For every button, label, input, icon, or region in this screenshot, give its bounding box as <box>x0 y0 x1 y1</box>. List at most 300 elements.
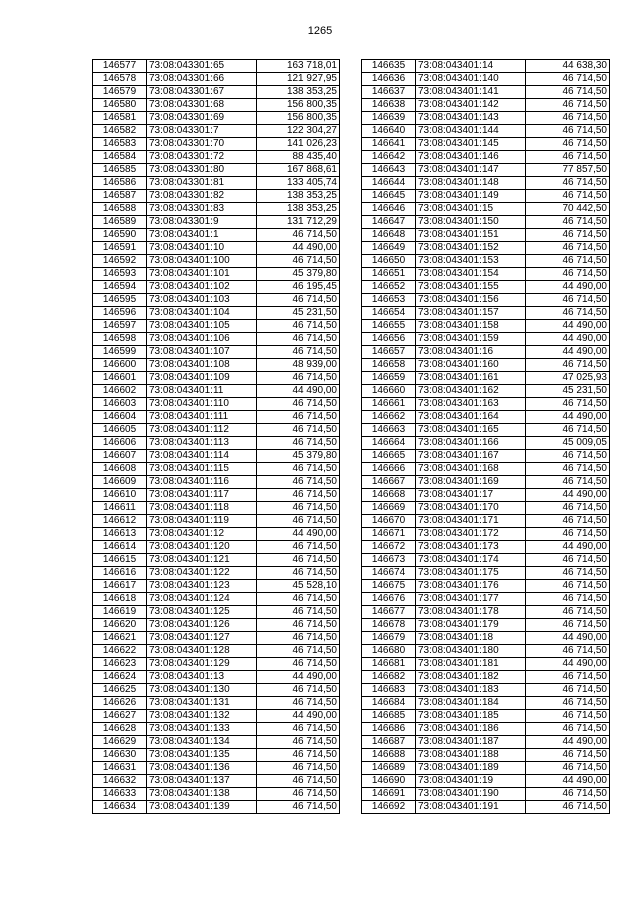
value-cell: 46 714,50 <box>257 255 340 268</box>
value-cell: 46 714,50 <box>257 801 340 814</box>
value-cell: 46 714,50 <box>257 554 340 567</box>
value-cell: 47 025,93 <box>526 372 610 385</box>
record-number-cell: 146614 <box>93 541 147 554</box>
record-number-cell: 146598 <box>93 333 147 346</box>
value-cell: 141 026,23 <box>257 138 340 151</box>
cadastral-number-cell: 73:08:043401:160 <box>416 359 526 372</box>
value-cell: 46 714,50 <box>526 723 610 736</box>
value-cell: 46 714,50 <box>526 801 610 814</box>
record-number-cell: 146584 <box>93 151 147 164</box>
record-number-cell: 146626 <box>93 697 147 710</box>
table-row <box>362 619 610 632</box>
value-cell: 46 714,50 <box>257 788 340 801</box>
record-number-cell: 146676 <box>362 593 416 606</box>
record-number-cell: 146666 <box>362 463 416 476</box>
table-row <box>93 151 340 164</box>
record-number-cell: 146595 <box>93 294 147 307</box>
cadastral-number-cell: 73:08:043401:182 <box>416 671 526 684</box>
value-cell: 46 714,50 <box>257 736 340 749</box>
page-number: 1265 <box>307 25 333 37</box>
table-row <box>362 580 610 593</box>
cadastral-number-cell: 73:08:043401:148 <box>416 177 526 190</box>
value-cell: 131 712,29 <box>257 216 340 229</box>
table-row <box>93 476 340 489</box>
cadastral-number-cell: 73:08:043401:184 <box>416 697 526 710</box>
table-row <box>93 320 340 333</box>
value-cell: 46 714,50 <box>257 684 340 697</box>
cadastral-number-cell: 73:08:043401:115 <box>147 463 257 476</box>
cadastral-number-cell: 73:08:043301:70 <box>147 138 257 151</box>
value-cell: 156 800,35 <box>257 112 340 125</box>
record-number-cell: 146685 <box>362 710 416 723</box>
table-row <box>362 710 610 723</box>
table-row <box>362 346 610 359</box>
cadastral-number-cell: 73:08:043401:188 <box>416 749 526 762</box>
value-cell: 46 714,50 <box>526 112 610 125</box>
cadastral-number-cell: 73:08:043401:137 <box>147 775 257 788</box>
cadastral-number-cell: 73:08:043401:16 <box>416 346 526 359</box>
record-number-cell: 146671 <box>362 528 416 541</box>
table-row <box>362 749 610 762</box>
value-cell: 46 714,50 <box>257 723 340 736</box>
table-row <box>362 203 610 216</box>
table-row <box>362 541 610 554</box>
cadastral-number-cell: 73:08:043401:124 <box>147 593 257 606</box>
value-cell: 46 714,50 <box>257 398 340 411</box>
table-row <box>362 138 610 151</box>
table-row <box>362 762 610 775</box>
record-number-cell: 146578 <box>93 73 147 86</box>
value-cell: 46 714,50 <box>257 463 340 476</box>
record-number-cell: 146635 <box>362 60 416 73</box>
record-number-cell: 146597 <box>93 320 147 333</box>
value-cell: 163 718,01 <box>257 60 340 73</box>
cadastral-number-cell: 73:08:043401:132 <box>147 710 257 723</box>
value-cell: 45 379,80 <box>257 268 340 281</box>
record-number-cell: 146661 <box>362 398 416 411</box>
record-number-cell: 146654 <box>362 307 416 320</box>
table-row <box>362 216 610 229</box>
table-row <box>93 99 340 112</box>
record-number-cell: 146688 <box>362 749 416 762</box>
table-row <box>93 658 340 671</box>
cadastral-number-cell: 73:08:043401:112 <box>147 424 257 437</box>
value-cell: 46 714,50 <box>526 606 610 619</box>
record-number-cell: 146645 <box>362 190 416 203</box>
table-row <box>93 60 340 73</box>
table-row <box>362 177 610 190</box>
record-number-cell: 146583 <box>93 138 147 151</box>
table-row <box>362 112 610 125</box>
table-row <box>362 268 610 281</box>
value-cell: 46 714,50 <box>257 294 340 307</box>
table-row <box>362 606 610 619</box>
value-cell: 46 195,45 <box>257 281 340 294</box>
table-row <box>93 112 340 125</box>
table-row <box>93 229 340 242</box>
cadastral-number-cell: 73:08:043301:7 <box>147 125 257 138</box>
record-number-cell: 146580 <box>93 99 147 112</box>
table-row <box>93 450 340 463</box>
cadastral-number-cell: 73:08:043401:129 <box>147 658 257 671</box>
value-cell: 46 714,50 <box>526 99 610 112</box>
cadastral-number-cell: 73:08:043401:153 <box>416 255 526 268</box>
cadastral-number-cell: 73:08:043401:104 <box>147 307 257 320</box>
value-cell: 46 714,50 <box>257 632 340 645</box>
record-number-cell: 146673 <box>362 554 416 567</box>
value-cell: 46 714,50 <box>526 190 610 203</box>
record-number-cell: 146592 <box>93 255 147 268</box>
value-cell: 46 714,50 <box>526 294 610 307</box>
record-number-cell: 146627 <box>93 710 147 723</box>
record-number-cell: 146615 <box>93 554 147 567</box>
table-row <box>93 593 340 606</box>
value-cell: 46 714,50 <box>526 424 610 437</box>
table-row <box>93 801 340 814</box>
cadastral-number-cell: 73:08:043401:100 <box>147 255 257 268</box>
cadastral-number-cell: 73:08:043401:136 <box>147 762 257 775</box>
record-number-cell: 146609 <box>93 476 147 489</box>
value-cell: 167 868,61 <box>257 164 340 177</box>
table-row <box>362 281 610 294</box>
value-cell: 46 714,50 <box>257 437 340 450</box>
cadastral-number-cell: 73:08:043401:190 <box>416 788 526 801</box>
cadastral-number-cell: 73:08:043401:138 <box>147 788 257 801</box>
cadastral-number-cell: 73:08:043401:110 <box>147 398 257 411</box>
record-number-cell: 146653 <box>362 294 416 307</box>
table-row <box>362 476 610 489</box>
value-cell: 46 714,50 <box>526 502 610 515</box>
cadastral-number-cell: 73:08:043401:147 <box>416 164 526 177</box>
value-cell: 46 714,50 <box>257 645 340 658</box>
cadastral-number-cell: 73:08:043401:122 <box>147 567 257 580</box>
record-number-cell: 146639 <box>362 112 416 125</box>
table-row <box>362 151 610 164</box>
cadastral-number-cell: 73:08:043401:179 <box>416 619 526 632</box>
cadastral-number-cell: 73:08:043301:67 <box>147 86 257 99</box>
value-cell: 46 714,50 <box>257 502 340 515</box>
cadastral-number-cell: 73:08:043401:13 <box>147 671 257 684</box>
cadastral-number-cell: 73:08:043401:103 <box>147 294 257 307</box>
value-cell: 45 231,50 <box>526 385 610 398</box>
table-row <box>362 229 610 242</box>
cadastral-number-cell: 73:08:043401:177 <box>416 593 526 606</box>
record-number-cell: 146632 <box>93 775 147 788</box>
record-number-cell: 146599 <box>93 346 147 359</box>
value-cell: 138 353,25 <box>257 203 340 216</box>
cadastral-number-cell: 73:08:043401:144 <box>416 125 526 138</box>
record-number-cell: 146662 <box>362 411 416 424</box>
table-row <box>93 762 340 775</box>
cadastral-number-cell: 73:08:043401:166 <box>416 437 526 450</box>
table-row <box>93 424 340 437</box>
table-row <box>93 554 340 567</box>
value-cell: 46 714,50 <box>526 463 610 476</box>
record-number-cell: 146636 <box>362 73 416 86</box>
table-row <box>362 567 610 580</box>
value-cell: 45 009,05 <box>526 437 610 450</box>
value-cell: 44 490,00 <box>526 632 610 645</box>
value-cell: 46 714,50 <box>526 476 610 489</box>
record-number-cell: 146608 <box>93 463 147 476</box>
table-row <box>362 736 610 749</box>
table-row <box>93 164 340 177</box>
cadastral-number-cell: 73:08:043401:168 <box>416 463 526 476</box>
record-number-cell: 146665 <box>362 450 416 463</box>
value-cell: 133 405,74 <box>257 177 340 190</box>
cadastral-number-cell: 73:08:043401:118 <box>147 502 257 515</box>
table-row <box>93 723 340 736</box>
table-row <box>93 645 340 658</box>
record-number-cell: 146657 <box>362 346 416 359</box>
value-cell: 44 490,00 <box>526 489 610 502</box>
value-cell: 44 638,30 <box>526 60 610 73</box>
record-number-cell: 146658 <box>362 359 416 372</box>
cadastral-number-cell: 73:08:043401:111 <box>147 411 257 424</box>
cadastral-number-cell: 73:08:043401:131 <box>147 697 257 710</box>
record-number-cell: 146603 <box>93 398 147 411</box>
cadastral-number-cell: 73:08:043401:178 <box>416 606 526 619</box>
cadastral-number-cell: 73:08:043401:181 <box>416 658 526 671</box>
cadastral-number-cell: 73:08:043401:149 <box>416 190 526 203</box>
cadastral-number-cell: 73:08:043401:172 <box>416 528 526 541</box>
cadastral-number-cell: 73:08:043401:170 <box>416 502 526 515</box>
record-number-cell: 146630 <box>93 749 147 762</box>
cadastral-number-cell: 73:08:043301:69 <box>147 112 257 125</box>
record-number-cell: 146621 <box>93 632 147 645</box>
value-cell: 46 714,50 <box>257 489 340 502</box>
table-row <box>93 632 340 645</box>
value-cell: 46 714,50 <box>526 567 610 580</box>
cadastral-number-cell: 73:08:043301:81 <box>147 177 257 190</box>
table-row <box>93 333 340 346</box>
table-row <box>362 515 610 528</box>
value-cell: 46 714,50 <box>257 515 340 528</box>
cadastral-number-cell: 73:08:043401:150 <box>416 216 526 229</box>
value-cell: 77 857,50 <box>526 164 610 177</box>
table-row <box>93 125 340 138</box>
table-row <box>93 307 340 320</box>
record-number-cell: 146669 <box>362 502 416 515</box>
table-row <box>93 437 340 450</box>
table-row <box>362 801 610 814</box>
record-number-cell: 146640 <box>362 125 416 138</box>
table-row <box>93 710 340 723</box>
cadastral-number-cell: 73:08:043401:14 <box>416 60 526 73</box>
value-cell: 46 714,50 <box>526 554 610 567</box>
cadastral-number-cell: 73:08:043401:176 <box>416 580 526 593</box>
cadastral-number-cell: 73:08:043401:139 <box>147 801 257 814</box>
value-cell: 46 714,50 <box>257 372 340 385</box>
record-number-cell: 146582 <box>93 125 147 138</box>
value-cell: 46 714,50 <box>526 177 610 190</box>
right-register-body <box>362 60 610 814</box>
table-row <box>93 203 340 216</box>
value-cell: 46 714,50 <box>526 138 610 151</box>
record-number-cell: 146650 <box>362 255 416 268</box>
table-row <box>93 528 340 541</box>
value-cell: 46 714,50 <box>257 541 340 554</box>
table-row <box>93 736 340 749</box>
record-number-cell: 146611 <box>93 502 147 515</box>
table-row <box>362 632 610 645</box>
cadastral-number-cell: 73:08:043401:165 <box>416 424 526 437</box>
value-cell: 44 490,00 <box>526 320 610 333</box>
cadastral-number-cell: 73:08:043401:114 <box>147 450 257 463</box>
record-number-cell: 146629 <box>93 736 147 749</box>
record-number-cell: 146692 <box>362 801 416 814</box>
record-number-cell: 146602 <box>93 385 147 398</box>
value-cell: 46 714,50 <box>257 606 340 619</box>
record-number-cell: 146641 <box>362 138 416 151</box>
table-row <box>362 463 610 476</box>
cadastral-number-cell: 73:08:043401:120 <box>147 541 257 554</box>
table-row <box>362 294 610 307</box>
table-row <box>362 775 610 788</box>
record-number-cell: 146601 <box>93 372 147 385</box>
cadastral-number-cell: 73:08:043401:186 <box>416 723 526 736</box>
value-cell: 44 490,00 <box>526 346 610 359</box>
value-cell: 48 939,00 <box>257 359 340 372</box>
record-number-cell: 146604 <box>93 411 147 424</box>
cadastral-number-cell: 73:08:043401:125 <box>147 606 257 619</box>
value-cell: 44 490,00 <box>526 658 610 671</box>
record-number-cell: 146655 <box>362 320 416 333</box>
value-cell: 46 714,50 <box>526 73 610 86</box>
record-number-cell: 146686 <box>362 723 416 736</box>
record-number-cell: 146690 <box>362 775 416 788</box>
table-row <box>362 437 610 450</box>
table-row <box>93 346 340 359</box>
value-cell: 46 714,50 <box>526 528 610 541</box>
record-number-cell: 146668 <box>362 489 416 502</box>
cadastral-number-cell: 73:08:043401:134 <box>147 736 257 749</box>
cadastral-number-cell: 73:08:043401:130 <box>147 684 257 697</box>
cadastral-number-cell: 73:08:043401:141 <box>416 86 526 99</box>
table-row <box>93 411 340 424</box>
record-number-cell: 146631 <box>93 762 147 775</box>
cadastral-number-cell: 73:08:043401:157 <box>416 307 526 320</box>
cadastral-number-cell: 73:08:043401:169 <box>416 476 526 489</box>
cadastral-number-cell: 73:08:043401:162 <box>416 385 526 398</box>
cadastral-number-cell: 73:08:043401:189 <box>416 762 526 775</box>
record-number-cell: 146612 <box>93 515 147 528</box>
record-number-cell: 146677 <box>362 606 416 619</box>
record-number-cell: 146672 <box>362 541 416 554</box>
table-row <box>362 723 610 736</box>
cadastral-number-cell: 73:08:043301:66 <box>147 73 257 86</box>
value-cell: 44 490,00 <box>526 281 610 294</box>
record-number-cell: 146667 <box>362 476 416 489</box>
value-cell: 46 714,50 <box>526 450 610 463</box>
record-number-cell: 146600 <box>93 359 147 372</box>
record-number-cell: 146587 <box>93 190 147 203</box>
cadastral-number-cell: 73:08:043401:163 <box>416 398 526 411</box>
record-number-cell: 146680 <box>362 645 416 658</box>
table-row <box>362 307 610 320</box>
cadastral-number-cell: 73:08:043401:164 <box>416 411 526 424</box>
record-number-cell: 146622 <box>93 645 147 658</box>
value-cell: 44 490,00 <box>257 242 340 255</box>
table-row <box>93 242 340 255</box>
table-row <box>362 333 610 346</box>
table-row <box>362 99 610 112</box>
value-cell: 46 714,50 <box>257 658 340 671</box>
cadastral-number-cell: 73:08:043401:140 <box>416 73 526 86</box>
table-row <box>93 619 340 632</box>
record-number-cell: 146628 <box>93 723 147 736</box>
cadastral-number-cell: 73:08:043401:128 <box>147 645 257 658</box>
cadastral-number-cell: 73:08:043401:154 <box>416 268 526 281</box>
value-cell: 46 714,50 <box>257 333 340 346</box>
cadastral-number-cell: 73:08:043401:106 <box>147 333 257 346</box>
value-cell: 46 714,50 <box>526 684 610 697</box>
table-row <box>93 463 340 476</box>
value-cell: 44 490,00 <box>526 736 610 749</box>
table-row <box>93 398 340 411</box>
cadastral-number-cell: 73:08:043401:158 <box>416 320 526 333</box>
table-row <box>93 567 340 580</box>
table-row <box>362 385 610 398</box>
cadastral-number-cell: 73:08:043401:167 <box>416 450 526 463</box>
table-row <box>93 281 340 294</box>
record-number-cell: 146624 <box>93 671 147 684</box>
table-row <box>362 489 610 502</box>
cadastral-number-cell: 73:08:043401:187 <box>416 736 526 749</box>
value-cell: 46 714,50 <box>257 619 340 632</box>
table-row <box>362 671 610 684</box>
cadastral-number-cell: 73:08:043401:180 <box>416 645 526 658</box>
cadastral-number-cell: 73:08:043401:183 <box>416 684 526 697</box>
cadastral-number-cell: 73:08:043401:116 <box>147 476 257 489</box>
value-cell: 44 490,00 <box>257 385 340 398</box>
cadastral-number-cell: 73:08:043401:135 <box>147 749 257 762</box>
value-cell: 46 714,50 <box>257 411 340 424</box>
table-row <box>93 216 340 229</box>
table-row <box>93 775 340 788</box>
value-cell: 44 490,00 <box>526 333 610 346</box>
value-cell: 45 231,50 <box>257 307 340 320</box>
record-number-cell: 146646 <box>362 203 416 216</box>
value-cell: 44 490,00 <box>257 710 340 723</box>
table-row <box>93 502 340 515</box>
value-cell: 46 714,50 <box>526 697 610 710</box>
value-cell: 46 714,50 <box>257 346 340 359</box>
value-cell: 46 714,50 <box>526 645 610 658</box>
cadastral-number-cell: 73:08:043401:133 <box>147 723 257 736</box>
cadastral-number-cell: 73:08:043401:127 <box>147 632 257 645</box>
record-number-cell: 146606 <box>93 437 147 450</box>
cadastral-number-cell: 73:08:043401:174 <box>416 554 526 567</box>
table-row <box>362 697 610 710</box>
record-number-cell: 146659 <box>362 372 416 385</box>
value-cell: 46 714,50 <box>526 268 610 281</box>
table-row <box>93 138 340 151</box>
record-number-cell: 146642 <box>362 151 416 164</box>
value-cell: 46 714,50 <box>526 749 610 762</box>
cadastral-number-cell: 73:08:043401:155 <box>416 281 526 294</box>
record-number-cell: 146588 <box>93 203 147 216</box>
value-cell: 46 714,50 <box>526 593 610 606</box>
table-row <box>93 684 340 697</box>
table-row <box>362 593 610 606</box>
record-number-cell: 146594 <box>93 281 147 294</box>
value-cell: 46 714,50 <box>526 671 610 684</box>
record-number-cell: 146590 <box>93 229 147 242</box>
table-row <box>93 294 340 307</box>
table-row <box>362 788 610 801</box>
record-number-cell: 146682 <box>362 671 416 684</box>
